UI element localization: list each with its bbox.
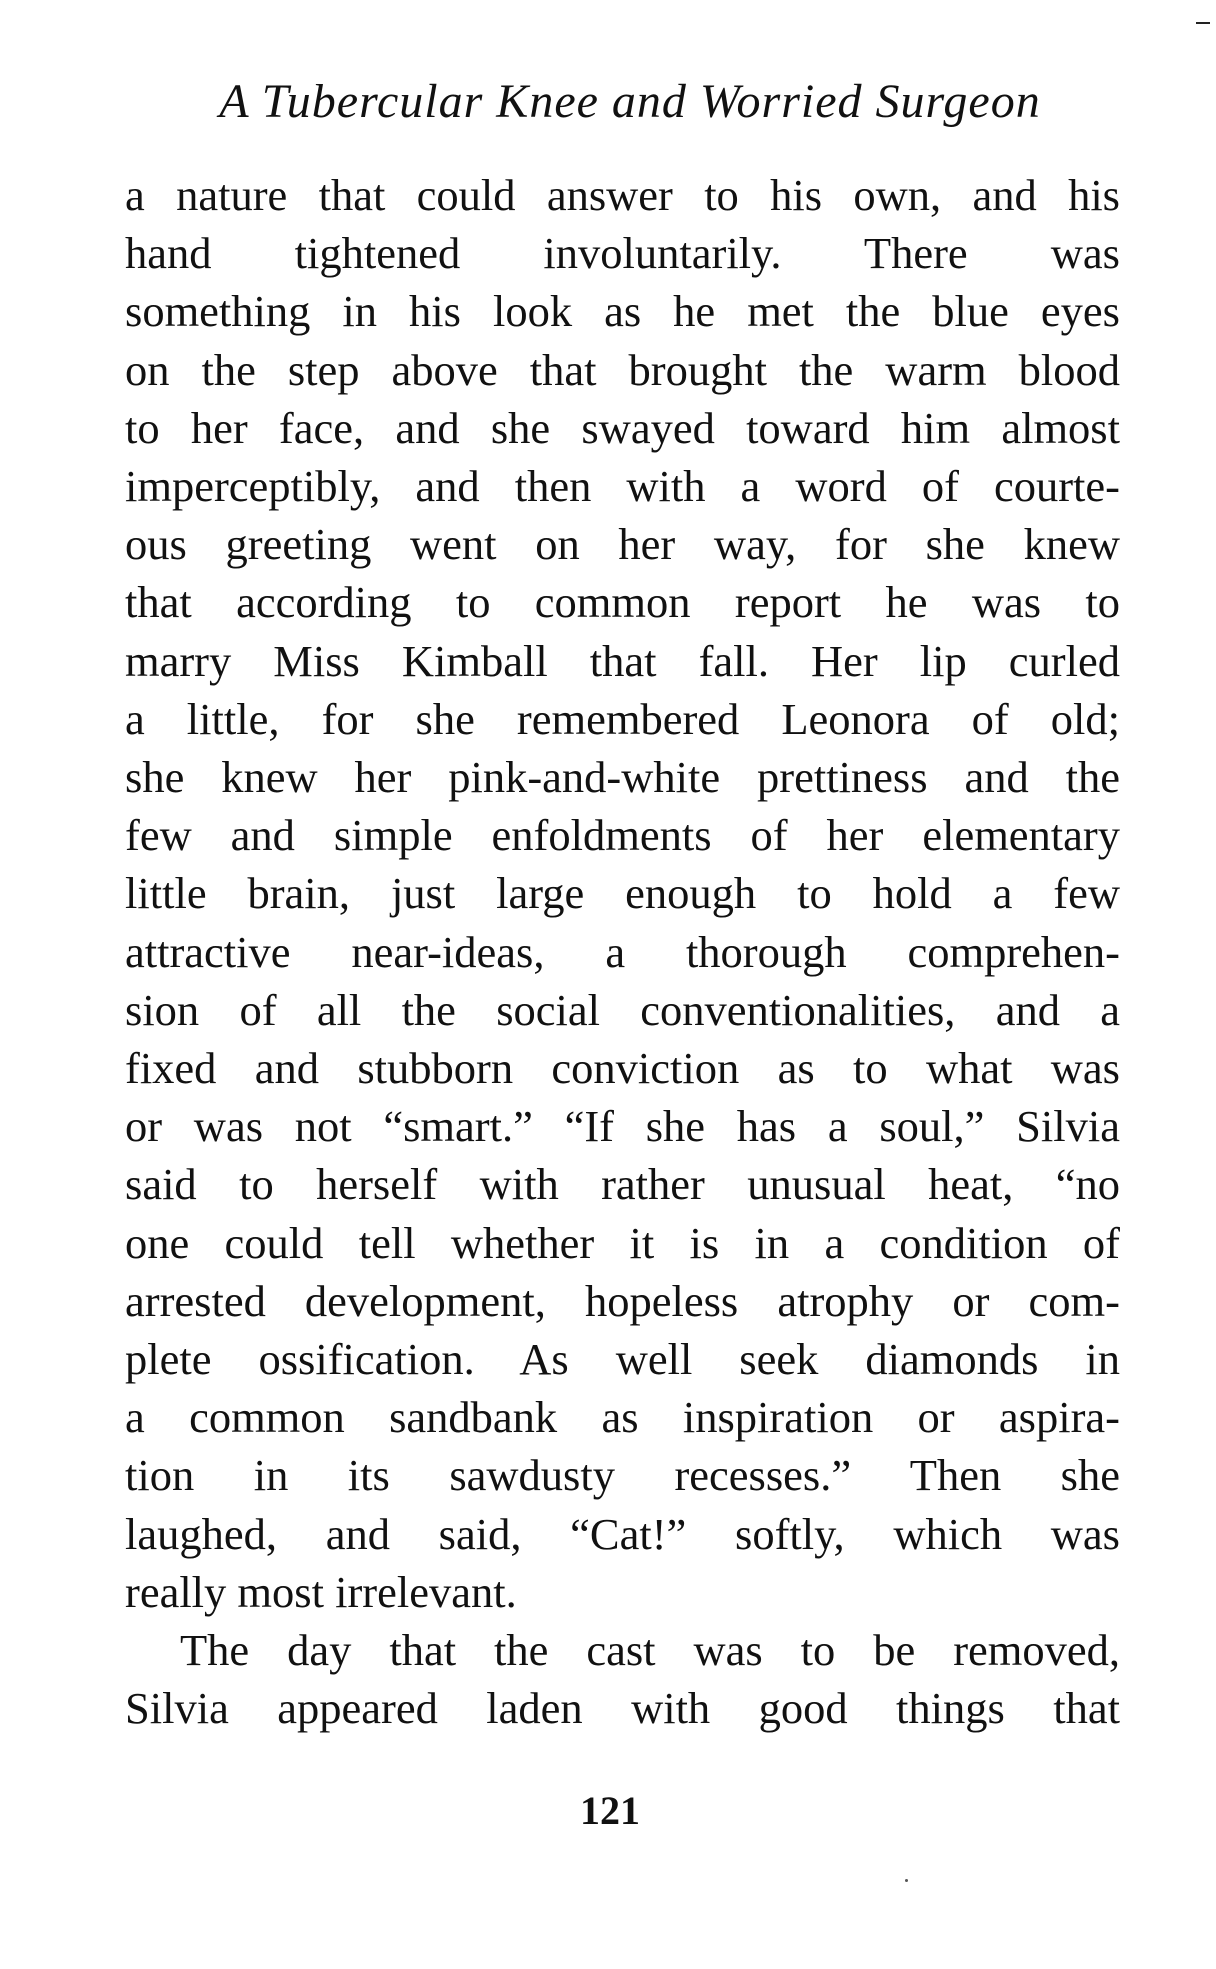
print-speck [905,1879,908,1882]
text-line: a nature that could answer to his own, and his [125,170,1120,220]
text-line: a common sandbank as inspiration or aspira- [125,1392,1120,1443]
text-line: marry Miss Kimball that fall. Her lip curled [125,635,1120,686]
text-line: attractive near-ideas, a thorough comprehen- [125,926,1120,977]
text-line: sion of all the social conventionalities, and a [125,984,1120,1035]
text-line: to her face, and she swayed toward him almost [125,402,1120,453]
text-line: or was not “smart.” “If she has a soul,” Silvia [125,1101,1120,1152]
text-line: little brain, just large enough to hold a few [125,868,1120,919]
text-line: a little, for she remembered Leonora of old; [125,693,1120,744]
text-line: laughed, and said, “Cat!” softly, which was [125,1508,1120,1559]
margin-mark [1196,22,1210,24]
text-line: she knew her pink-and-white prettiness and the [125,752,1120,803]
text-line: on the step above that brought the warm blood [125,344,1120,395]
text-line: plete ossification. As well seek diamonds in [125,1334,1120,1385]
text-line: imperceptibly, and then with a word of courte- [125,461,1120,512]
text-line: Silvia appeared laden with good things that [125,1683,1120,1734]
paragraph-start-line: The day that the cast was to be removed, [180,1625,1120,1676]
text-line: that according to common report he was to [125,577,1120,628]
text-line: fixed and stubborn conviction as to what was [125,1043,1120,1094]
text-line: hand tightened involuntarily. There was [125,228,1120,279]
text-line: tion in its sawdusty recesses.” Then she [125,1450,1120,1501]
text-line: ous greeting went on her way, for she knew [125,519,1120,570]
text-line: said to herself with rather unusual heat, “no [125,1159,1120,1210]
text-line: arrested development, hopeless atrophy or com- [125,1275,1120,1326]
text-line: one could tell whether it is in a condition of [125,1217,1120,1268]
body-text [125,166,1120,1737]
paragraph-end-line: really most irrelevant. [125,1566,517,1617]
running-title: A Tubercular Knee and Worried Surgeon [219,75,1041,128]
text-line: few and simple enfoldments of her elementary [125,810,1120,861]
text-line: something in his look as he met the blue eyes [125,286,1120,337]
page-number: 121 [580,1788,640,1833]
